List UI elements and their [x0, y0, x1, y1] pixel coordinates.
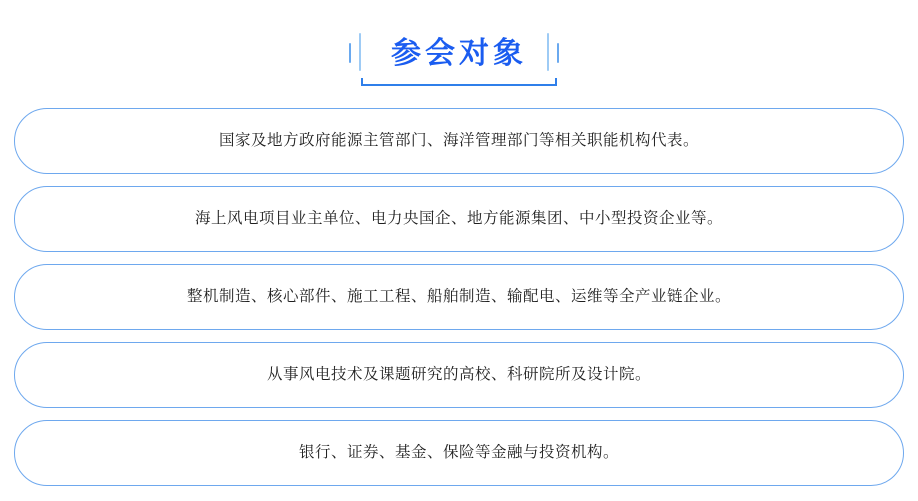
audience-list [0, 108, 918, 486]
page-title-inner [345, 31, 573, 77]
list-item-label: 国家及地方政府能源主管部门、海洋管理部门等相关职能机构代表。 [218, 132, 699, 150]
list-item-label: 海上风电项目业主单位、电力央国企、地方能源集团、中小型投资企业等。 [194, 210, 723, 228]
list-item [14, 264, 904, 330]
list-item [14, 108, 904, 174]
page-title-block [0, 0, 918, 108]
list-item [14, 186, 904, 252]
decorative-ticks-right-icon [543, 31, 573, 77]
list-item-label: 从事风电技术及课题研究的高校、科研院所及设计院。 [266, 366, 651, 384]
list-item-label: 银行、证券、基金、保险等金融与投资机构。 [298, 444, 619, 462]
list-item [14, 342, 904, 408]
list-item-label: 整机制造、核心部件、施工工程、船舶制造、输配电、运维等全产业链企业。 [186, 288, 731, 306]
decorative-ticks-left-icon [345, 31, 375, 77]
title-underline-divider [361, 84, 557, 86]
list-item [14, 420, 904, 486]
page-title: 参会对象 [391, 37, 527, 70]
